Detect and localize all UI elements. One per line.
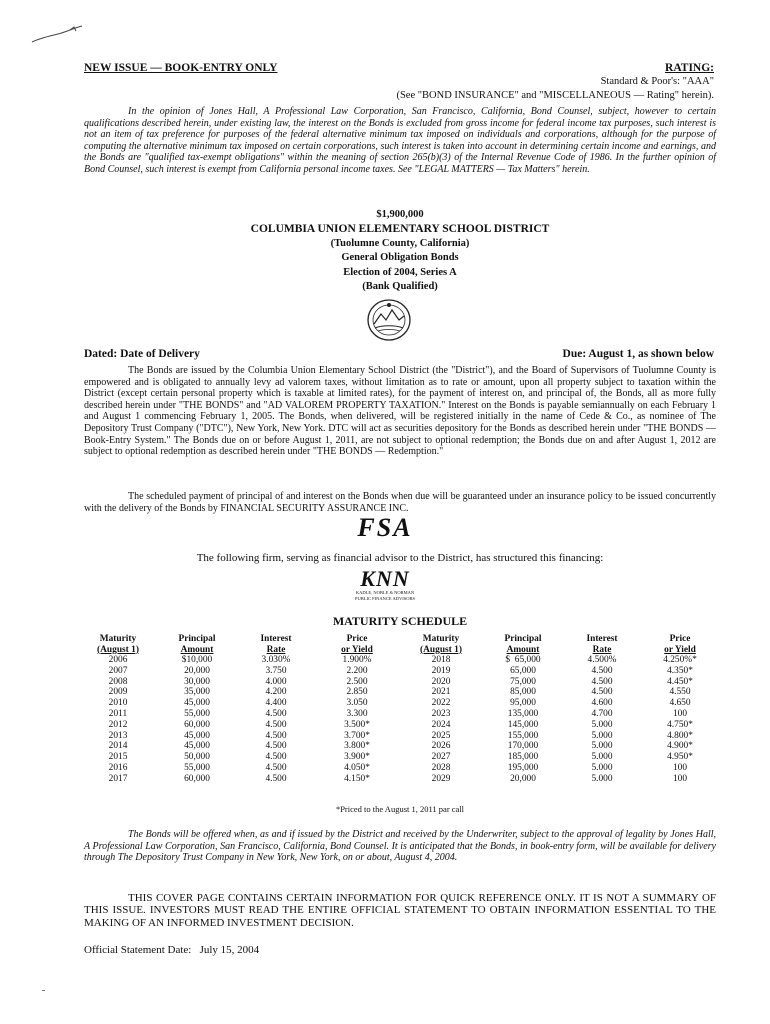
table-cell: 85,000 (510, 687, 536, 698)
table-cell: 4.350* (667, 665, 693, 676)
rating-label: RATING: (665, 62, 714, 74)
table-cell: 2.850 (346, 687, 368, 698)
fsa-logo: FSA (357, 513, 413, 542)
table-cell: 2007 (108, 665, 128, 676)
knn-logo-subtitle: KADLE, NOBLE & NORMAN (355, 590, 415, 595)
table-cell: 2013 (108, 730, 128, 741)
schedule-column-header (400, 634, 482, 655)
rating-value: Standard & Poor's: "AAA" (600, 76, 714, 87)
table-cell: 2026 (431, 741, 451, 752)
schedule-header-row (80, 634, 720, 655)
election-series: Election of 2004, Series A (343, 266, 457, 278)
table-cell: 4.150* (344, 773, 370, 784)
table-cell: 185,000 (507, 752, 539, 763)
official-statement-date: Official Statement Date: July 15, 2004 (84, 944, 260, 956)
issuer-name: COLUMBIA UNION ELEMENTARY SCHOOL DISTRICT (250, 223, 550, 236)
table-cell: 4.950* (667, 752, 693, 763)
table-cell: 4.500 (265, 773, 287, 784)
column-header-line-2: (August 1) (420, 644, 462, 655)
table-cell: 100 (672, 708, 688, 719)
table-cell: 2010 (108, 698, 128, 709)
table-cell: 5.000 (591, 762, 613, 773)
table-cell: 55,000 (184, 762, 210, 773)
insurance-paragraph: The scheduled payment of principal of and interest on the Bonds when due will be guaranteed under an insurance policy to be issued concurrently with the delivery of the Bonds by FINANCIAL SECURITY ASSURANCE INC. (84, 491, 716, 514)
bank-qualified: (Bank Qualified) (362, 281, 438, 293)
knn-logo (330, 568, 440, 602)
bond-description-paragraph: The Bonds are issued by the Columbia Union Elementary School District (the "District"), and the Board of Supervisors of Tuolumne County is empowered and is obligated to annually levy ad valorem taxes, without limitation as to rate or amount, upon all property subject to taxation within the District (except certain personal property which is taxable at limited rates), for the payment of interest on, and principal of, the Bonds, all as more fully described herein under "THE BONDS" and "AD VALOREM PROPERTY TAXATION." Interest on the Bonds is payable semiannually on each February 1 and August 1 commencing February 1, 2005. The Bonds, when delivered, will be registered initially in the name of Cede & Co., as nominee of The Depository Trust Company ("DTC"), New York, New York. DTC will act as securities depository for the Bonds as described herein under "THE BONDS — Book-Entry System." The Bonds due on or before August 1, 2011, are not subject to optional redemption; the Bonds due on and after August 1, 2012 are subject to optional redemption as described herein under "THE BONDS — Redemption." (84, 365, 716, 458)
scan-mark (42, 990, 45, 991)
column-header-line-1: Interest (260, 634, 292, 644)
table-cell: 4.500 (265, 719, 287, 730)
table-cell: 55,000 (184, 708, 210, 719)
table-cell: 4.500 (591, 687, 613, 698)
table-cell: 5.000 (591, 752, 613, 763)
table-cell: 3.750 (265, 665, 287, 676)
table-cell: 195,000 (507, 762, 539, 773)
table-cell: 65,000 (510, 665, 536, 676)
offering-paragraph: The Bonds will be offered when, as and if issued by the District and received by the Underwriter, subject to the approval of legality by Jones Hall, A Professional Law Corporation, San Francisco, California, Bond Counsel. It is anticipated that the Bonds, in book-entry form, will be available for delivery through The Depository Trust Company in New York, New York, on or about, August 4, 2004. (84, 829, 716, 864)
title-block (84, 208, 716, 294)
column-header-line-2: or Yield (341, 644, 373, 655)
table-row (80, 687, 720, 698)
table-cell: 3.030% (261, 655, 291, 665)
table-cell: 4.000 (265, 676, 287, 687)
table-cell: 170,000 (507, 741, 539, 752)
column-header-line-2: or Yield (664, 644, 696, 655)
district-seal-logo (366, 298, 412, 342)
table-cell: 4.400 (265, 698, 287, 709)
table-cell: 60,000 (184, 719, 210, 730)
table-cell: 2015 (108, 752, 128, 763)
table-cell: 4.700 (591, 708, 613, 719)
table-cell: 1.900% (342, 655, 372, 665)
column-header-line-1: Maturity (99, 634, 137, 644)
table-cell: 3.500* (344, 719, 370, 730)
table-cell: 20,000 (510, 773, 536, 784)
tax-opinion: In the opinion of Jones Hall, A Professional Law Corporation, San Francisco, California, Bond Counsel, subject, however to certain qualifications described herein, under existing law, the interest on the Bonds is excluded from gross income for federal income tax purposes, such interest is not an item of tax preference for purposes of the federal alternative minimum tax imposed on individuals and corporations, although for the purpose of computing the alternative minimum tax imposed on certain corporations, such interest is taken into account in determining certain income and earnings, and the Bonds are "qualified tax-exempt obligations" within the meaning of section 265(b)(3) of the Internal Revenue Code of 1986. In the further opinion of Bond Counsel, such interest is exempt from California personal income taxes. See "LEGAL MATTERS — Tax Matters" herein. (84, 106, 716, 175)
table-cell: 135,000 (507, 708, 539, 719)
schedule-footnote: *Priced to the August 1, 2011 par call (335, 804, 465, 814)
cover-notice: THIS COVER PAGE CONTAINS CERTAIN INFORMATION FOR QUICK REFERENCE ONLY. IT IS NOT A SUMMARY OF THIS ISSUE. INVESTORS MUST READ THE ENTIRE OFFICIAL STATEMENT TO OBTAIN INFORMATION ESSENTIAL TO THE MAKING OF AN INFORMED INVESTMENT DECISION. (84, 892, 716, 929)
table-cell: 75,000 (510, 676, 536, 687)
table-row (80, 763, 720, 774)
table-cell: 3.900* (344, 752, 370, 763)
table-cell: 30,000 (184, 676, 210, 687)
table-cell: 4.650 (669, 698, 691, 709)
table-row (80, 677, 720, 688)
table-cell: 4.500 (591, 665, 613, 676)
table-cell: 5.000 (591, 719, 613, 730)
table-cell: 20,000 (184, 665, 210, 676)
table-cell: 2.500 (346, 676, 368, 687)
table-cell: 4.600 (591, 698, 613, 709)
table-cell: 4.500% (587, 655, 617, 665)
table-cell: 4.500 (265, 730, 287, 741)
column-header-line-2: Amount (180, 644, 214, 655)
table-cell: 3.800* (344, 741, 370, 752)
see-rating-note: (See "BOND INSURANCE" and "MISCELLANEOUS — Rating" herein). (396, 90, 714, 101)
table-cell: 4.900* (667, 741, 693, 752)
table-row (80, 774, 720, 785)
table-cell: 100 (672, 762, 688, 773)
schedule-column-header (156, 634, 238, 655)
table-cell: 2025 (431, 730, 451, 741)
table-cell: 3.300 (346, 708, 368, 719)
column-header-line-1: Price (346, 634, 368, 644)
table-cell: 4.450* (667, 676, 693, 687)
table-cell: 2019 (431, 665, 451, 676)
table-cell: 2024 (431, 719, 451, 730)
table-cell: 2014 (108, 741, 128, 752)
column-header-line-2: Rate (592, 644, 612, 655)
schedule-column-header (80, 634, 156, 655)
table-cell: 2017 (108, 773, 128, 784)
schedule-column-header (482, 634, 564, 655)
column-header-line-1: Maturity (422, 634, 460, 644)
column-header-line-1: Principal (178, 634, 216, 644)
table-cell: 2021 (431, 687, 451, 698)
table-cell: $ 65,000 (505, 655, 541, 665)
new-issue-label: NEW ISSUE — BOOK-ENTRY ONLY (84, 62, 278, 74)
table-cell: 4.050* (344, 762, 370, 773)
corner-scribble (30, 20, 90, 50)
table-row (80, 720, 720, 731)
column-header-line-1: Principal (504, 634, 542, 644)
table-cell: 2006 (108, 655, 128, 665)
advisor-paragraph: The following firm, serving as financial advisor to the District, has structured this financing: (196, 552, 604, 564)
table-cell: 2027 (431, 752, 451, 763)
table-cell: 4.200 (265, 687, 287, 698)
table-cell: 45,000 (184, 698, 210, 709)
table-cell: 50,000 (184, 752, 210, 763)
table-cell: 2012 (108, 719, 128, 730)
table-cell: 2016 (108, 762, 128, 773)
table-row (80, 731, 720, 742)
table-row (80, 709, 720, 720)
table-cell: 2.200 (346, 665, 368, 676)
table-cell: 2020 (431, 676, 451, 687)
column-header-line-2: Amount (506, 644, 540, 655)
table-cell: 5.000 (591, 741, 613, 752)
knn-logo-subtitle-2: PUBLIC FINANCE ADVISORS (354, 596, 415, 601)
knn-logo-text: KNN (360, 566, 410, 591)
dated-line: Dated: Date of Delivery (84, 348, 200, 360)
column-header-line-1: Interest (586, 634, 618, 644)
county-name: (Tuolumne County, California) (330, 237, 470, 249)
table-row (80, 741, 720, 752)
table-cell: 2011 (108, 708, 128, 719)
column-header-line-2: (August 1) (97, 644, 139, 655)
table-cell: 4.550 (669, 687, 691, 698)
table-cell: 95,000 (510, 698, 536, 709)
column-header-line-2: Rate (266, 644, 286, 655)
schedule-column-header (314, 634, 400, 655)
table-cell: 4.500 (591, 676, 613, 687)
table-cell: 2008 (108, 676, 128, 687)
table-cell: 2028 (431, 762, 451, 773)
table-cell: 4.500 (265, 762, 287, 773)
column-header-line-1: Price (669, 634, 691, 644)
due-line: Due: August 1, as shown below (562, 348, 714, 360)
table-cell: 2009 (108, 687, 128, 698)
table-cell: 60,000 (184, 773, 210, 784)
table-cell: 4.500 (265, 752, 287, 763)
table-cell: 4.500 (265, 741, 287, 752)
table-cell: 4.500 (265, 708, 287, 719)
table-cell: 100 (672, 773, 688, 784)
table-cell: 5.000 (591, 730, 613, 741)
maturity-schedule-table (80, 634, 720, 785)
schedule-title: MATURITY SCHEDULE (332, 614, 468, 628)
schedule-column-header (640, 634, 720, 655)
table-cell: 45,000 (184, 730, 210, 741)
table-row (80, 698, 720, 709)
table-cell: 2023 (431, 708, 451, 719)
table-cell: 4.750* (667, 719, 693, 730)
table-cell: 35,000 (184, 687, 210, 698)
table-cell: 2029 (431, 773, 451, 784)
table-cell: 45,000 (184, 741, 210, 752)
table-cell: 155,000 (507, 730, 539, 741)
table-cell: 3.050 (346, 698, 368, 709)
table-cell: 4.800* (667, 730, 693, 741)
bond-amount: $1,900,000 (376, 209, 424, 220)
table-cell: 145,000 (507, 719, 539, 730)
table-cell: 2022 (431, 698, 451, 709)
table-cell: 2018 (431, 655, 451, 665)
table-cell: 5.000 (591, 773, 613, 784)
schedule-column-header (564, 634, 640, 655)
table-row (80, 752, 720, 763)
table-row (80, 655, 720, 666)
bond-type: General Obligation Bonds (341, 252, 459, 264)
table-row (80, 666, 720, 677)
table-cell: $10,000 (181, 655, 213, 665)
schedule-column-header (238, 634, 314, 655)
table-cell: 3.700* (344, 730, 370, 741)
table-cell: 4.250%* (663, 655, 697, 665)
